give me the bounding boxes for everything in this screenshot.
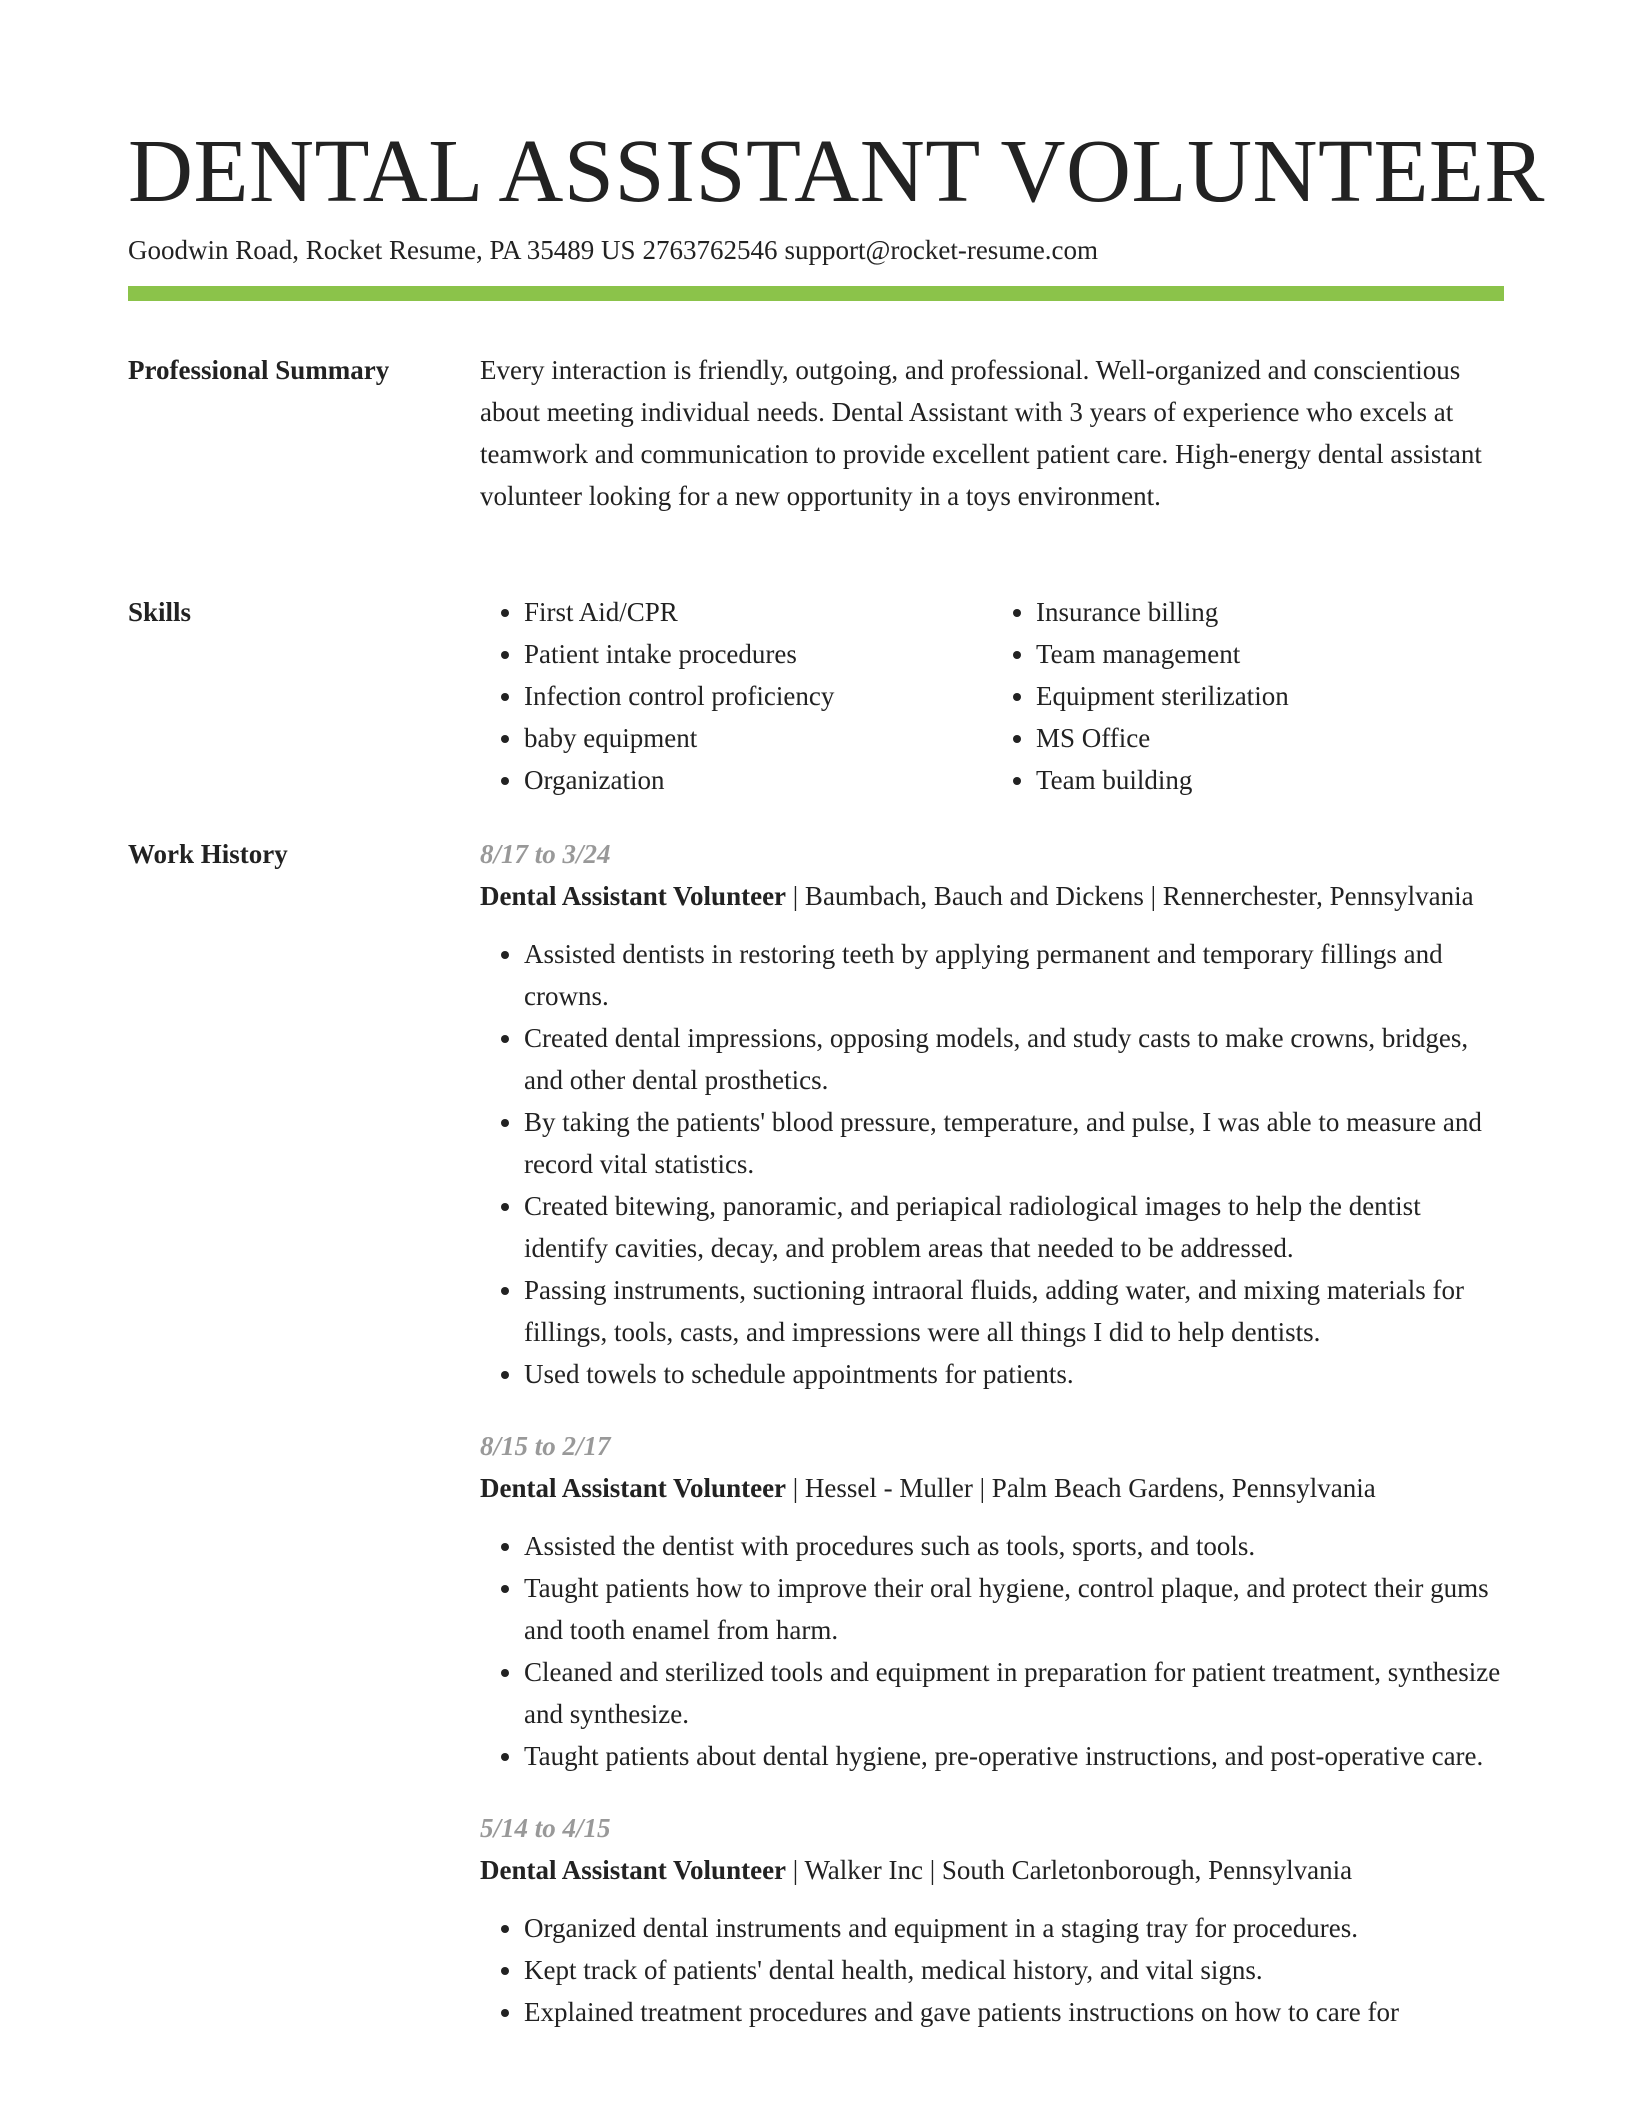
job-bullet-list [480,933,1504,1395]
skill-item: • First Aid/CPR [524,591,992,633]
job-bullet: • Taught patients how to improve their oral hygiene, control plaque, and protect their gums and tooth enamel from harm. [524,1567,1504,1651]
summary-heading: Professional Summary [128,355,390,385]
contact-email: support@rocket-resume.com [784,235,1099,265]
skills-body [480,591,1504,801]
work-history-heading: Work History [128,839,288,869]
summary-body [480,349,1504,517]
job-entry [480,833,1504,1395]
job-bullet: • Created dental impressions, opposing models, and study casts to make crowns, bridges, and other dental prosthetics. [524,1017,1504,1101]
job-bullet: • Passing instruments, suctioning intraoral fluids, adding water, and mixing materials for fillings, tools, casts, and impressions were all things I did to help dentists. [524,1269,1504,1353]
job-details: | Hessel - Muller | Palm Beach Gardens, Pennsylvania [786,1473,1376,1503]
job-bullet: • Organized dental instruments and equipment in a staging tray for procedures. [524,1907,1504,1949]
skills-columns [480,591,1504,801]
job-bullet-list [480,1525,1504,1777]
job-dates: 8/17 to 3/24 [480,839,611,869]
job-entry [480,1807,1504,2033]
job-bullet: • Assisted the dentist with procedures such as tools, sports, and tools. [524,1525,1504,1567]
job-title-line [480,875,1504,917]
skill-item: • MS Office [1036,717,1504,759]
skill-item: • Infection control proficiency [524,675,992,717]
skill-item: • Team building [1036,759,1504,801]
job-bullet-list [480,1907,1504,2033]
skills-heading: Skills [128,597,192,627]
skill-item: • Equipment sterilization [1036,675,1504,717]
job-details: | Baumbach, Bauch and Dickens | Rennerchester, Pennsylvania [786,881,1474,911]
job-title-line [480,1467,1504,1509]
contact-line [128,230,1105,270]
skills-list-left [480,591,992,801]
job-bullet: • By taking the patients' blood pressure, temperature, and pulse, I was able to measure and record vital statistics. [524,1101,1504,1185]
resume-name-heading: DENTAL ASSISTANT VOLUNTEER [128,122,1545,221]
skill-item: • Team management [1036,633,1504,675]
contact-address: Goodwin Road, Rocket Resume, PA 35489 US [128,235,636,265]
job-bullet: • Kept track of patients' dental health, medical history, and vital signs. [524,1949,1504,1991]
job-dates: 8/15 to 2/17 [480,1431,611,1461]
job-bullet: • Assisted dentists in restoring teeth by applying permanent and temporary fillings and crowns. [524,933,1504,1017]
job-bullet: • Taught patients about dental hygiene, pre-operative instructions, and post-operative care. [524,1735,1504,1777]
job-bullet: • Used towels to schedule appointments for patients. [524,1353,1504,1395]
job-bullet: • Cleaned and sterilized tools and equipment in preparation for patient treatment, synthesize and synthesize. [524,1651,1504,1735]
job-entry [480,1425,1504,1777]
job-dates: 5/14 to 4/15 [480,1813,611,1843]
work-history-body [480,833,1504,2063]
skill-item: • Organization [524,759,992,801]
skill-item: • Insurance billing [1036,591,1504,633]
job-bullet: • Created bitewing, panoramic, and periapical radiological images to help the dentist identify cavities, decay, and problem areas that needed to be addressed. [524,1185,1504,1269]
skill-item: • baby equipment [524,717,992,759]
job-details: | Walker Inc | South Carletonborough, Pennsylvania [786,1855,1353,1885]
job-title: Dental Assistant Volunteer [480,1855,787,1885]
skill-item: • Patient intake procedures [524,633,992,675]
job-title: Dental Assistant Volunteer [480,881,787,911]
job-bullet: • Explained treatment procedures and gave patients instructions on how to care for [524,1991,1504,2033]
skills-list-right [992,591,1504,801]
summary-text: Every interaction is friendly, outgoing, and professional. Well-organized and conscientious about meeting individual needs. Dental Assistant with 3 years of experience who excels at teamwork and communication to provide excellent patient care. High-energy dental assistant volunteer looking for a new opportunity in a toys environment. [480,355,1482,511]
job-title: Dental Assistant Volunteer [480,1473,787,1503]
contact-phone: 2763762546 [642,235,778,265]
header-divider [128,286,1504,301]
job-title-line [480,1849,1504,1891]
